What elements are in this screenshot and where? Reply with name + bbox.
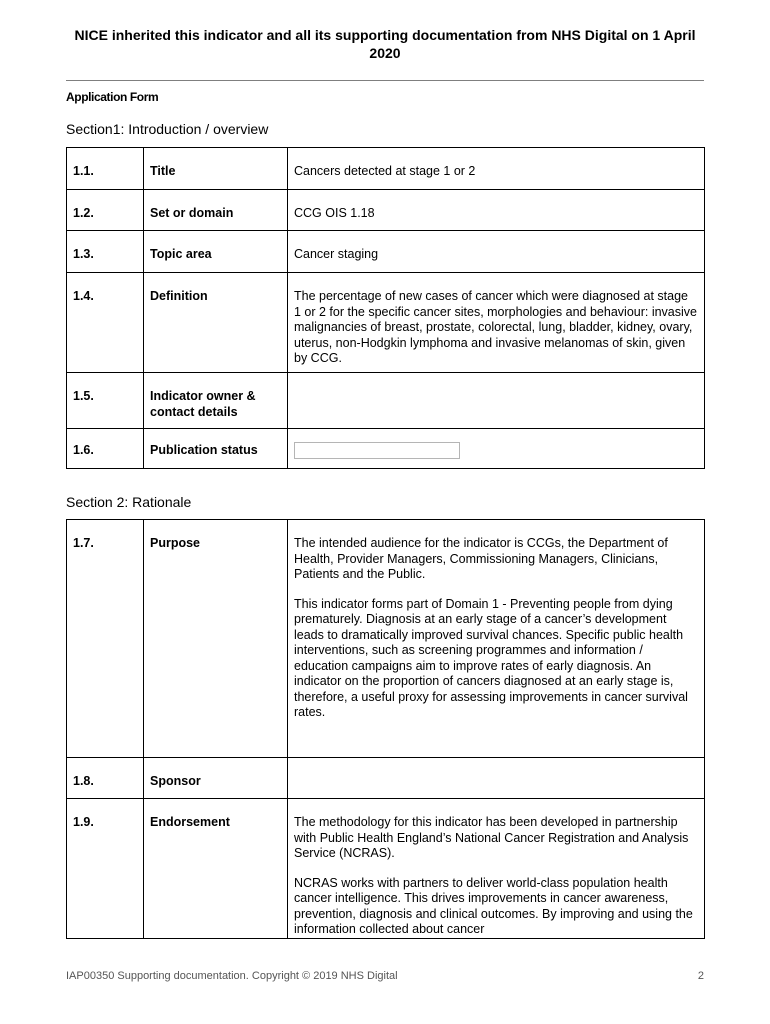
table-row [67,148,705,190]
table-row [67,429,705,469]
publication-status-field[interactable] [294,442,460,459]
row-label-topic-area: Topic area [144,231,288,273]
section2-table [66,519,705,939]
row-value-topic-area: Cancer staging [288,231,705,273]
table-row [67,758,705,799]
page-banner: NICE inherited this indicator and all its supporting documentation from NHS Digital on 1 April 2020 [74,27,696,61]
row-value-purpose: The intended audience for the indicator is CCGs, the Department of Health, Provider Managers, Commissioning Managers, Clinicians, Patients and the Public. This indicator forms part of Domain 1 - Preventing people from dying prematurely. Diagnosis at an early stage of a cancer’s development leads to dramatically improved survival chances. Specific public health interventions, such as screening programmes and information / education campaigns aim to improve rates of early diagnosis. An indicator on the proportion of cancers diagnosed at an early stage is, therefore, a useful proxy for assessing improvements in cancer survival rates. [288,520,705,758]
row-label-definition: Definition [144,273,288,373]
table-row [67,520,705,758]
section1-heading: Section1: Introduction / overview [66,121,269,137]
row-number: 1.3. [67,231,144,273]
table-row [67,273,705,373]
row-number: 1.7. [67,520,144,758]
page-number: 2 [697,970,704,982]
row-label-indicator-owner: Indicator owner & contact details [144,373,288,429]
section1-table [66,147,705,469]
row-number: 1.6. [67,429,144,469]
row-label-title: Title [144,148,288,190]
row-value-set-or-domain: CCG OIS 1.18 [288,190,705,231]
row-number: 1.8. [67,758,144,799]
table-row [67,373,705,429]
row-value-indicator-owner [288,373,705,429]
row-number: 1.9. [67,799,144,939]
row-label-endorsement: Endorsement [144,799,288,939]
row-value-definition: The percentage of new cases of cancer which were diagnosed at stage 1 or 2 for the specific cancer sites, morphologies and behaviour: invasive malignancies of breast, prostate, colorectal, lung, bladder, kidney, ovary, uterus, non-Hodgkin lymphoma and invasive melanomas of skin, given by CCG. [288,273,705,373]
table-row [67,231,705,273]
row-label-publication-status: Publication status [144,429,288,469]
table-row [67,190,705,231]
row-value-endorsement: The methodology for this indicator has been developed in partnership with Public Health England’s National Cancer Registration and Analysis Service (NCRAS). NCRAS works with partners to deliver world-class population health cancer intelligence. This drives improvements in cancer awareness, prevention, diagnosis and clinical outcomes. By improving and using the information collected about cancer [288,799,705,939]
section2-heading: Section 2: Rationale [66,494,192,510]
row-label-set-or-domain: Set or domain [144,190,288,231]
row-number: 1.5. [67,373,144,429]
row-label-sponsor: Sponsor [144,758,288,799]
row-number: 1.1. [67,148,144,190]
row-value-publication-status [288,429,705,469]
row-number: 1.4. [67,273,144,373]
table-row [67,799,705,939]
header-divider [66,80,704,81]
form-label: Application Form [66,90,159,104]
footer-copyright: IAP00350 Supporting documentation. Copyright © 2019 NHS Digital [66,970,398,982]
row-value-sponsor [288,758,705,799]
row-value-title: Cancers detected at stage 1 or 2 [288,148,705,190]
row-label-purpose: Purpose [144,520,288,758]
row-number: 1.2. [67,190,144,231]
